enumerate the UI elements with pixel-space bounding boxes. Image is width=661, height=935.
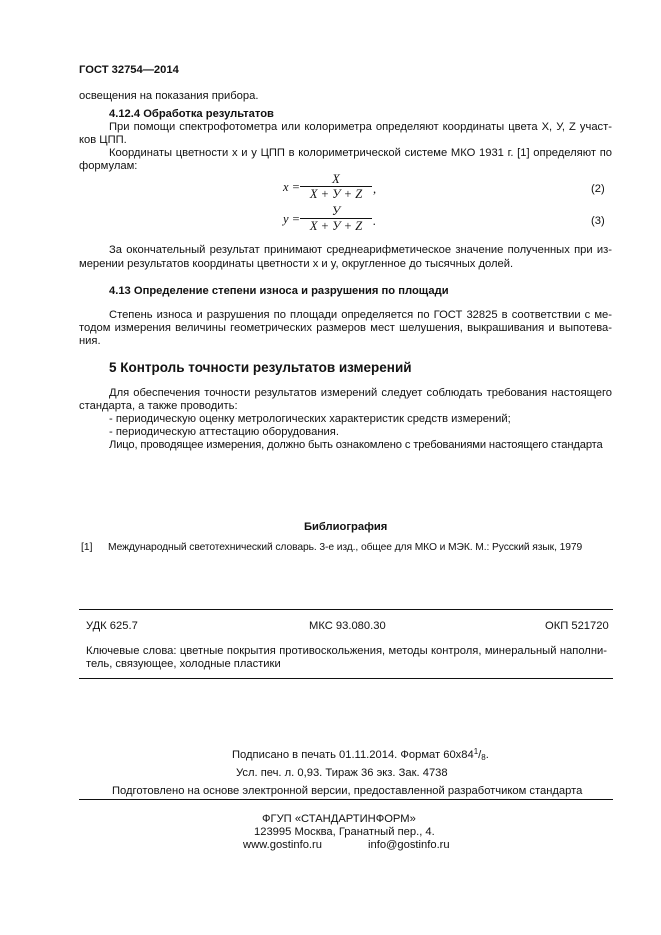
udk-code: УДК 625.7 xyxy=(86,620,138,632)
numerator: X xyxy=(332,172,340,186)
formula-lhs: y = xyxy=(283,212,301,226)
divider xyxy=(79,678,613,679)
section-4-13-title: 4.13 Определение степени износа и разрушения по площади xyxy=(109,285,449,297)
formula-punct: , xyxy=(373,182,377,196)
format-separator: / xyxy=(478,749,482,761)
format-end: . xyxy=(485,749,489,761)
publisher-email: info@gostinfo.ru xyxy=(368,839,450,851)
list-item: - периодическую аттестацию оборудования. xyxy=(109,426,339,438)
formula-punct: . xyxy=(373,214,377,228)
divider xyxy=(79,799,613,800)
section-5-title: 5 Контроль точности результатов измерений xyxy=(109,360,412,375)
paragraph-line: Для обеспечения точности результатов измерений следует соблюдать требования настоящего xyxy=(109,387,612,399)
prepared-note: Подготовлено на основе электронной версии, предоставленной разработчиком стандарта xyxy=(112,785,583,797)
paragraph-line: ков ЦПП. xyxy=(79,134,127,146)
continuation-text: освещения на показания прибора. xyxy=(79,90,259,102)
list-item: - периодическую оценку метрологических характеристик средств измерений; xyxy=(109,413,511,425)
paragraph-line: Лицо, проводящее измерения, должно быть ознакомлено с требованиями настоящего стандарта xyxy=(109,439,603,451)
paragraph-line: формулам: xyxy=(79,160,138,172)
publisher-address: 123995 Москва, Гранатный пер., 4. xyxy=(254,826,435,838)
mks-code: МКС 93.080.30 xyxy=(309,620,386,632)
denominator: X + У + Z xyxy=(309,187,363,201)
paragraph-line: тодом измерения величины геометрических размеров мест шелушения, выкрашивания и выпотева- xyxy=(79,322,612,334)
paragraph-line: стандарта, а также проводить: xyxy=(79,400,238,412)
denominator: X + У + Z xyxy=(309,219,363,233)
numerator: У xyxy=(331,204,341,218)
keywords-line: Ключевые слова: цветные покрытия противоскольжения, методы контроля, минеральный наполни- xyxy=(86,645,607,657)
format-subscript: 8 xyxy=(481,753,486,762)
format-superscript: 1 xyxy=(473,747,479,756)
paragraph-line: Координаты цветности x и y ЦПП в колориметрической системе МКО 1931 г. [1] определяют по xyxy=(109,147,612,159)
formula-lhs: x = xyxy=(283,180,301,194)
fraction xyxy=(300,204,372,233)
publisher-website: www.gostinfo.ru xyxy=(243,839,322,851)
paragraph-line: За окончательный результат принимают среднеарифметическое значение полученных при из- xyxy=(109,244,612,256)
bibliography-title: Библиография xyxy=(304,521,388,533)
fraction xyxy=(300,172,372,201)
paragraph-line: мерении результатов координаты цветности x и y, округленное до тысячных долей. xyxy=(79,258,514,270)
section-4-12-4-title: 4.12.4 Обработка результатов xyxy=(109,108,274,120)
publisher-name: ФГУП «СТАНДАРТИНФОРМ» xyxy=(262,813,416,825)
standard-code: ГОСТ 32754—2014 xyxy=(79,64,179,76)
paragraph-line: Степень износа и разрушения по площади определяется по ГОСТ 32825 в соответствии с ме- xyxy=(109,309,612,321)
okp-code: ОКП 521720 xyxy=(545,620,609,632)
divider xyxy=(79,609,613,610)
keywords-line: тель, связующее, холодные пластики xyxy=(86,658,281,670)
bibliography-ref: [1] xyxy=(81,542,93,553)
formula-number: (2) xyxy=(591,183,605,195)
paragraph-line: При помощи спектрофотометра или колориметра определяют координаты цвета X, У, Z участ- xyxy=(109,121,612,133)
signed-to-print xyxy=(232,745,489,764)
formula-number: (3) xyxy=(591,215,605,227)
paragraph-line: ния. xyxy=(79,335,101,347)
signed-text: Подписано в печать 01.11.2014. Формат 60x84 xyxy=(232,749,474,761)
bibliography-entry: Международный светотехнический словарь. 3-е изд., общее для МКО и МЭК. М.: Русский язык, 1979 xyxy=(108,542,583,553)
print-info: Усл. печ. л. 0,93. Тираж 36 экз. Зак. 4738 xyxy=(236,767,448,779)
